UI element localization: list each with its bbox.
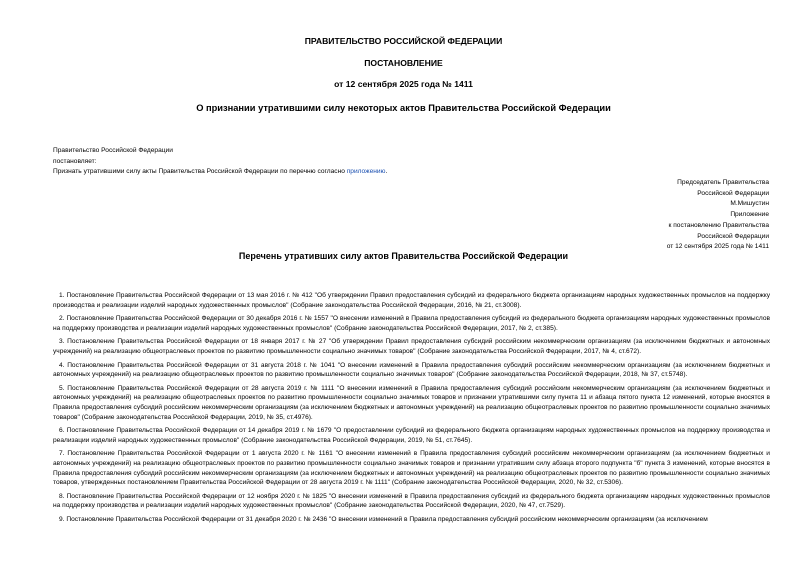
- list-item: 1. Постановление Правительства Российской Федерации от 13 мая 2016 г. № 412 "Об утверждении Правил предоставления субсидий из федерального бюджета организациям народных художественных промыслов на поддержку производства и реализации изделий народных художественных промыслов" (Собрание законодательства Российской Федерации, 2016, № 21, ст.3008).: [53, 292, 770, 309]
- appendix-rf: Российской Федерации: [697, 232, 769, 240]
- list-item: 3. Постановление Правительства Российской Федерации от 18 января 2017 г. № 27 "Об утверждении Правил предоставления субсидий российским некоммерческим организациям (за исключением бюджетных и автономных учреждений) на реализацию общеотраслевых проектов по развитию промышленности социально значимых товаров" (Собрание законодательства Российской Федерации, 2017, № 4, ст.672).: [53, 338, 770, 355]
- list-item: 4. Постановление Правительства Российской Федерации от 31 августа 2018 г. № 1041 "О внесении изменений в Правила предоставления субсидий российским некоммерческим организациям (за исключением бюджетных и автономных учреждений) на реализацию общеотраслевых проектов по развитию промышленности социально значимых товаров" (Собрание законодательства Российской Федерации, 2018, № 37, ст.5748).: [53, 361, 770, 379]
- acts-list: [53, 291, 770, 528]
- appendix-link[interactable]: приложению: [346, 168, 386, 175]
- appendix-date: от 12 сентября 2025 года № 1411: [666, 243, 769, 251]
- preamble-end: .: [385, 168, 388, 175]
- signatory-name: М.Мишустин: [730, 200, 769, 208]
- list-item: 6. Постановление Правительства Российской Федерации от 14 декабря 2019 г. № 1679 "О предоставлении субсидий из федерального бюджета организациям народных художественных промыслов на поддержку производства и реализации изделий народных художественных промыслов" (Собрание законодательства Российской Федерации, 2019, № 51, ст.7645).: [53, 427, 770, 444]
- signature-block: [519, 178, 769, 253]
- list-item: 7. Постановление Правительства Российской Федерации от 1 августа 2020 г. № 1161 "О внесении изменений в Правила предоставления субсидий российским некоммерческим организациям (за исключением бюджетных и автономных учреждений) на реализацию общеотраслевых проектов по развитию промышленности социально значимых товаров и признании утратившим силу абзаца второго подпункта "б" пункта 3 изменений, которые вносятся в Правила предоставления субсидий российским некоммерческим организациям (за исключением бюджетных и автономных учреждений) на реализацию общеотраслевых проектов по развитию промышленности социально значимых товаров, утвержденных постановлением Правительства Российской Федерации от 28 августа 2019 г. № 1111" (Собрание законодательства Российской Федерации, 2020, № 32, ст.5306).: [53, 450, 770, 487]
- document-type: ПОСТАНОВЛЕНИЕ: [364, 58, 443, 68]
- preamble-line-3: [53, 168, 387, 175]
- government-heading: ПРАВИТЕЛЬСТВО РОССИЙСКОЙ ФЕДЕРАЦИИ: [304, 36, 503, 46]
- preamble-text: Признать утратившими силу акты Правительства Российской Федерации по перечню согласно: [53, 168, 347, 175]
- list-item: 8. Постановление Правительства Российской Федерации от 12 ноября 2020 г. № 1825 "О внесении изменений в Правила предоставления субсидий из федерального бюджета организациям народных художественных промыслов на поддержку производства и реализации изделий народных художественных промыслов" (Собрание законодательства Российской Федерации, 2020, № 47, ст.7529).: [53, 492, 770, 510]
- preamble-line-2: постановляет:: [53, 158, 97, 165]
- list-item: 9. Постановление Правительства Российской Федерации от 31 декабря 2020 г. № 2436 "О внесении изменений в Правила предоставления субсидий российским некоммерческим организациям (за исключением: [59, 515, 708, 523]
- document-title: О признании утратившими силу некоторых актов Правительства Российской Федерации: [196, 103, 611, 113]
- list-item: 5. Постановление Правительства Российской Федерации от 28 августа 2019 г. № 1111 "О внесении изменений в Правила предоставления субсидий российским некоммерческим организациям (за исключением бюджетных и автономных учреждений) на реализацию общеотраслевых проектов по развитию промышленности социально значимых товаров и признании утратившими силу пункта 11 и абзаца пятого пункта 12 изменений, которые вносятся в Правила предоставления субсидий российским некоммерческим организациям (за исключением бюджетных и автономных учреждений) на реализацию общеотраслевых проектов по развитию промышленности социально значимых товаров" (Собрание законодательства Российской Федерации, 2019, № 35, ст.4976).: [53, 384, 770, 421]
- date-number: от 12 сентября 2025 года № 1411: [334, 79, 473, 89]
- signatory-role: Председатель Правительства: [677, 179, 769, 186]
- list-title: Перечень утративших силу актов Правительства Российской Федерации: [238, 251, 569, 261]
- preamble-line-1: Правительство Российской Федерации: [53, 147, 173, 154]
- list-item: 2. Постановление Правительства Российской Федерации от 30 декабря 2016 г. № 1557 "О внесении изменений в Правила предоставления субсидий из федерального бюджета организациям народных художественных промыслов на поддержку производства и реализации изделий народных художественных промыслов" (Собрание законодательства Российской Федерации, 2017, № 2, ст.385).: [53, 315, 770, 332]
- appendix-to: к постановлению Правительства: [668, 221, 769, 229]
- signatory-role-2: Российской Федерации: [697, 189, 769, 197]
- appendix-label: Приложение: [730, 211, 769, 219]
